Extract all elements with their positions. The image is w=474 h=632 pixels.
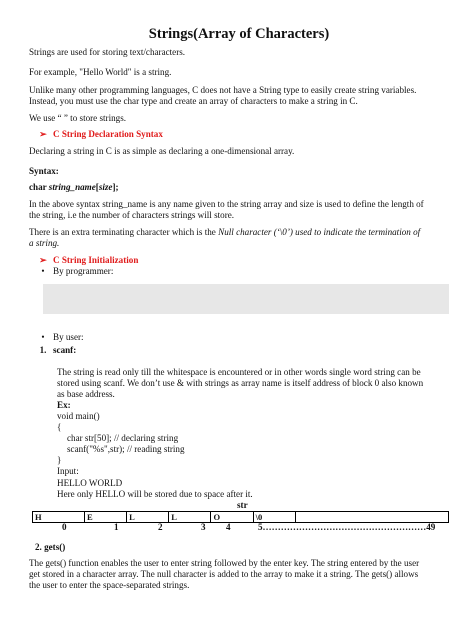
- intro-text: Strings are used for storing text/characters.: [29, 47, 186, 57]
- input-value: HELLO WORLD: [57, 478, 123, 488]
- syntax-code-bracket-close: ];: [112, 182, 119, 192]
- scanf-desc-2: stored using scanf. We don’t use & with strings as array name is itself address of block 0 also known: [57, 378, 424, 388]
- array-index: 0: [62, 522, 67, 532]
- syntax-code-name: string_name: [48, 182, 96, 192]
- unlike-text-1: Unlike many other programming languages, C does not have a String type to easily create string variables.: [29, 85, 417, 95]
- array-cell: \0: [253, 512, 295, 523]
- page-title: Strings(Array of Characters): [148, 26, 330, 42]
- array-index: 4: [226, 522, 231, 532]
- bullet-icon: •: [41, 266, 45, 276]
- declaration-heading: [33, 129, 163, 140]
- code-line: char str[50]; // declaring string: [67, 433, 179, 443]
- scanf-label: scanf:: [53, 345, 77, 355]
- code-line: void main(): [57, 411, 100, 421]
- array-index: 3: [201, 522, 206, 532]
- terminator-text-1b: Null character (‘\0’) used to indicate the termination of: [218, 227, 421, 237]
- scanf-heading: [33, 345, 76, 356]
- syntax-desc-1: In the above syntax string_name is any name given to the string array and size is used to define the length of: [29, 199, 424, 209]
- terminator-text-1: [29, 227, 420, 238]
- init-heading-text: C String Initialization: [53, 255, 139, 265]
- example-text: For example, "Hello World" is a string.: [29, 67, 172, 77]
- by-user-item: [33, 332, 84, 343]
- gets-desc-2: get stored in a character array. The null character is added to the array to make it a string. The gets() allows: [29, 569, 419, 579]
- unlike-text-2: Instead, you must use the char type and create an array of characters to make a string in C.: [29, 96, 358, 106]
- bullet-icon: •: [41, 332, 45, 342]
- terminator-text-2: a string.: [29, 238, 60, 248]
- array-cell: O: [211, 512, 253, 523]
- syntax-code: [29, 182, 119, 193]
- arrow-bullet-icon: ➢: [39, 129, 47, 139]
- syntax-desc-2: the string, i.e the number of characters strings will store.: [29, 210, 235, 220]
- gets-heading: 2. gets(): [35, 542, 66, 552]
- array-cell: [295, 512, 448, 523]
- code-line: {: [57, 422, 62, 432]
- by-programmer-item: [33, 266, 113, 277]
- syntax-code-size: size: [98, 182, 113, 192]
- syntax-code-prefix: char: [29, 182, 49, 192]
- ex-label: Ex:: [57, 400, 71, 410]
- by-programmer-label: By programmer:: [53, 266, 114, 276]
- gets-desc-1: The gets() function enables the user to enter string followed by the enter key. The string entered by the user: [29, 558, 420, 568]
- syntax-label: Syntax:: [29, 166, 59, 176]
- scanf-desc-1: The string is read only till the whitespace is encountered or in other words single word string can be: [57, 367, 421, 377]
- init-heading: [33, 255, 138, 266]
- scanf-number: 1.: [39, 345, 47, 355]
- array-index: 2: [158, 522, 163, 532]
- scanf-desc-3: as base address.: [57, 389, 115, 399]
- array-cell: L: [169, 512, 211, 523]
- we-use-text: We use “ ” to store strings.: [29, 113, 127, 123]
- code-line: scanf("%s",str); // reading string: [67, 444, 185, 454]
- array-name-label: str: [237, 500, 248, 510]
- syntax-code-bracket-open: [: [95, 182, 99, 192]
- array-cell: L: [127, 512, 169, 523]
- gets-desc-3: the user to enter the space-separated strings.: [29, 580, 190, 590]
- array-index: 5………………………………………………49: [258, 522, 436, 532]
- input-label: Input:: [57, 466, 79, 476]
- stored-note: Here only HELLO will be stored due to space after it.: [57, 489, 253, 499]
- array-cell: E: [84, 512, 126, 523]
- terminator-text-1a: There is an extra terminating character which is the: [29, 227, 219, 237]
- code-placeholder-box: [43, 284, 449, 314]
- by-user-label: By user:: [53, 332, 84, 342]
- array-index: 1: [114, 522, 119, 532]
- array-cell: H: [33, 512, 85, 523]
- code-line: }: [57, 455, 62, 465]
- declaration-text: Declaring a string in C is as simple as declaring a one-dimensional array.: [29, 146, 295, 156]
- declaration-heading-text: C String Declaration Syntax: [53, 129, 163, 139]
- arrow-bullet-icon: ➢: [39, 255, 47, 265]
